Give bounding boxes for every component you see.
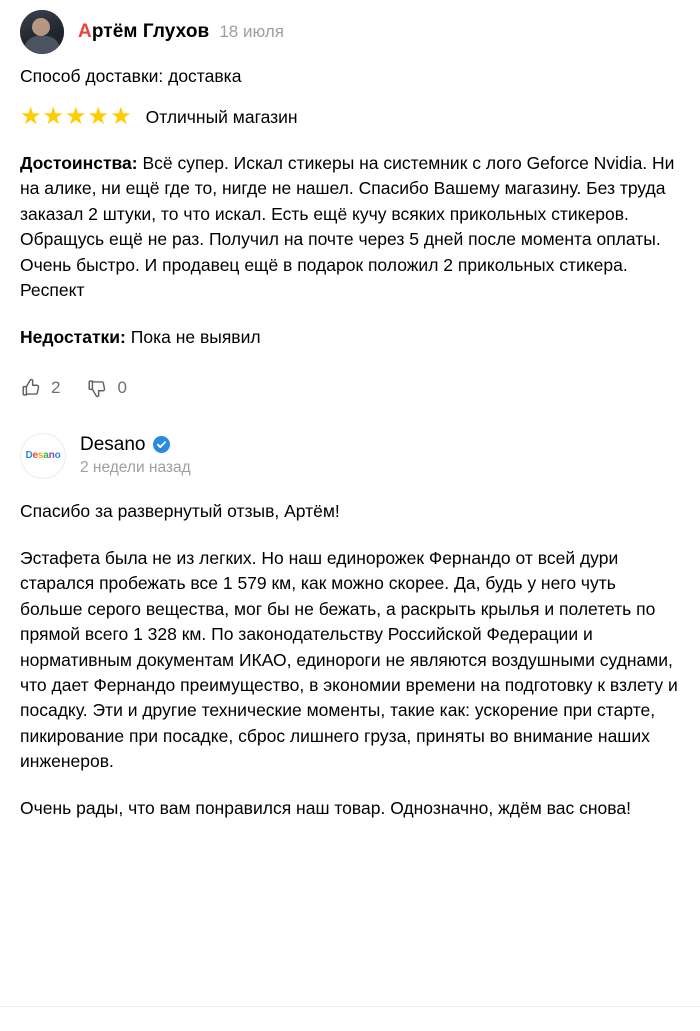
verified-check-icon <box>153 436 170 453</box>
reply-paragraph: Эстафета была не из легких. Но наш единорожек Фернандо от всей дури старался пробежать все 1 579 км, как можно скорее. Да, будь у него чуть больше серого вещества, мог бы не бежать, а раскрыть крылья и полететь по прямой всего 1 328 км. По законодательству Российской Федерации и нормативным документам ИКАО, единороги не являются воздушными суднами, что дает Фернандо преимущество, в экономии времени на подготовку к взлету и посадку. Эти и другие технические моменты, такие как: ускорение при старте, пикирование при посадке, сброс лишнего груза, приняты во внимание наших инженеров. <box>20 548 678 771</box>
thumbs-up-icon <box>20 377 42 399</box>
rating-label: Отличный магазин <box>145 106 298 127</box>
author-name[interactable] <box>78 21 209 43</box>
review-pros <box>20 151 680 303</box>
author-name-rest: ртём Глухов <box>91 21 210 42</box>
like-count: 2 <box>51 377 61 397</box>
shop-reply <box>20 433 680 822</box>
reply-paragraph: Очень рады, что вам понравился наш товар. Однозначно, ждём вас снова! <box>20 798 631 819</box>
star-icon: ★ <box>20 103 42 130</box>
vote-bar <box>20 377 680 399</box>
dislike-count: 0 <box>117 377 127 397</box>
section-divider <box>0 1006 700 1007</box>
pros-text: Всё супер. Искал стикеры на системник с лого Geforce Nvidia. Ни на алике, ни ещё где то, нигде не нашел. Спасибо Вашему магазину. Без труда заказал 2 штуки, то что искал. Есть ещё кучу всяких прикольных стикеров. Обращусь ещё не раз. Получил на почте через 5 дней после момента оплаты. Очень быстро. И продавец ещё в подарок положил 2 прикольных стикера. Респект <box>20 153 675 300</box>
cons-label: Недостатки: <box>20 327 126 348</box>
dislike-button[interactable] <box>86 377 126 399</box>
shop-reply-body <box>20 499 680 822</box>
star-icon: ★ <box>87 103 110 130</box>
review-date: 18 июля <box>219 22 284 41</box>
reply-date: 2 недели назад <box>80 458 191 476</box>
thumbs-down-icon <box>86 377 108 399</box>
review-header <box>20 0 680 48</box>
rating-row <box>20 105 680 129</box>
review-cons <box>20 325 680 350</box>
shop-logo-text: Desano <box>25 450 61 462</box>
shop-name[interactable]: Desano <box>80 433 146 455</box>
star-rating <box>20 105 132 129</box>
avatar-body <box>24 36 60 54</box>
avatar[interactable] <box>20 10 64 54</box>
shop-logo[interactable] <box>20 433 66 479</box>
shop-reply-header <box>20 433 680 479</box>
author-name-initial: А <box>78 21 92 42</box>
cons-text: Пока не выявил <box>125 327 261 348</box>
like-button[interactable] <box>20 377 60 399</box>
star-icon: ★ <box>110 103 132 130</box>
reply-paragraph: Спасибо за развернутый отзыв, Артём! <box>20 500 340 521</box>
star-icon: ★ <box>42 103 65 130</box>
pros-label: Достоинства: <box>20 153 138 173</box>
shop-name-row <box>80 434 191 456</box>
delivery-method: Способ доставки: доставка <box>20 66 242 86</box>
star-icon: ★ <box>65 103 87 130</box>
shop-reply-meta <box>80 433 191 477</box>
avatar-face <box>32 18 50 36</box>
